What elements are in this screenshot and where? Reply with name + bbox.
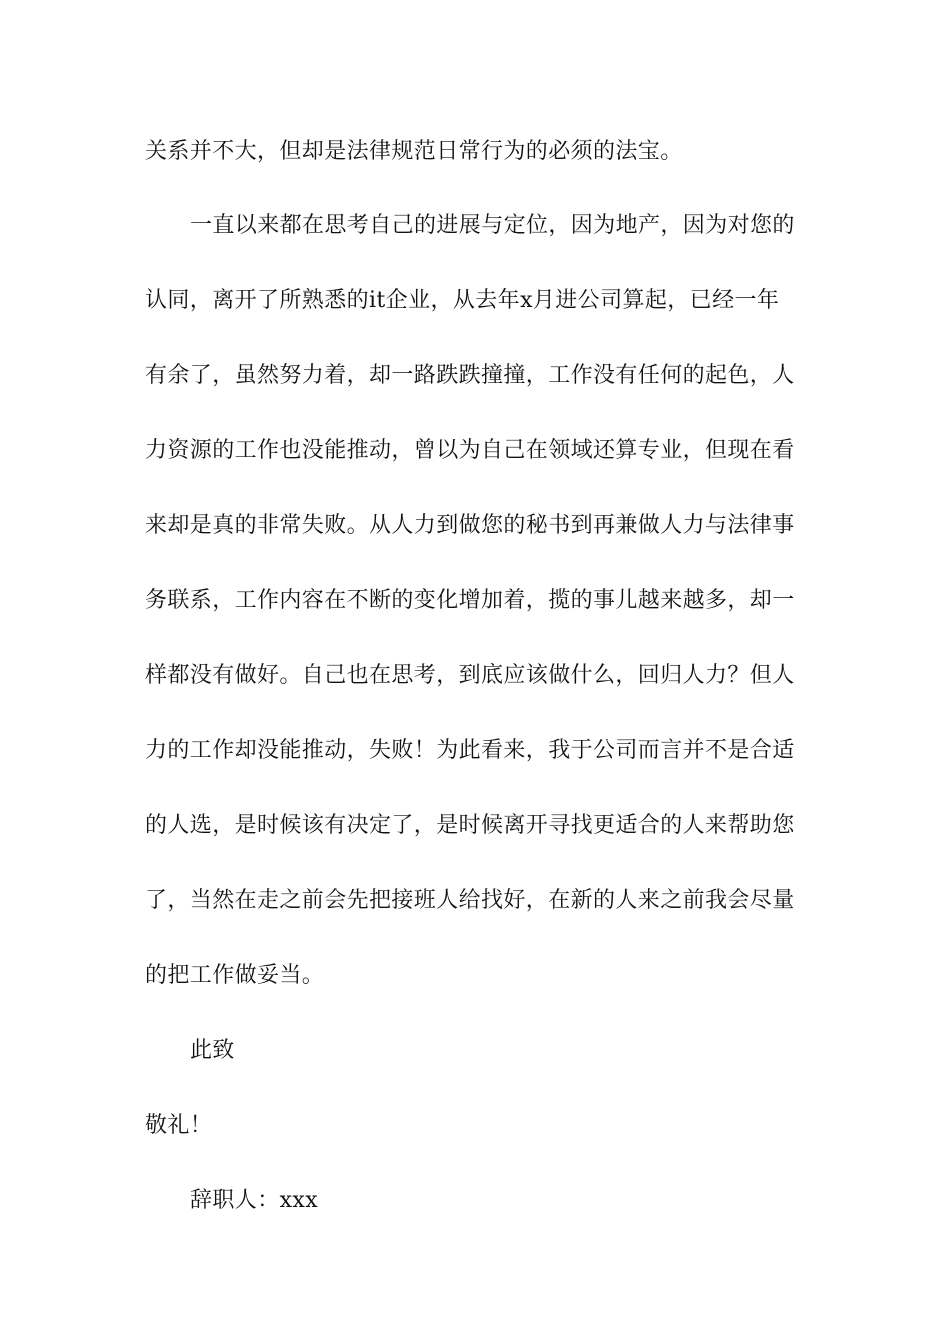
paragraph-line: 样都没有做好。自己也在思考，到底应该做什么，回归人力？但人 (145, 663, 795, 688)
paragraph-line: 力资源的工作也没能推动，曾以为自己在领域还算专业，但现在看 (145, 438, 795, 463)
paragraph-line: 的把工作做妥当。 (145, 963, 325, 988)
paragraph-line: 的人选，是时候该有决定了，是时候离开寻找更适合的人来帮助您 (145, 813, 795, 838)
signature-line: 辞职人：xxx (190, 1188, 319, 1213)
paragraph-line: 有余了，虽然努力着，却一路跌跌撞撞，工作没有任何的起色，人 (145, 363, 795, 388)
closing-regards: 敬礼！ (145, 1113, 213, 1138)
paragraph-line: 一直以来都在思考自己的进展与定位，因为地产，因为对您的 (190, 213, 795, 238)
paragraph-line: 了，当然在走之前会先把接班人给找好，在新的人来之前我会尽量 (145, 888, 795, 913)
closing-salutation: 此致 (190, 1038, 235, 1063)
paragraph-line: 力的工作却没能推动，失败！为此看来，我于公司而言并不是合适 (145, 738, 795, 763)
paragraph-line: 务联系，工作内容在不断的变化增加着，揽的事儿越来越多，却一 (145, 588, 795, 613)
paragraph-line: 来却是真的非常失败。从人力到做您的秘书到再兼做人力与法律事 (145, 513, 795, 538)
paragraph-line: 关系并不大，但却是法律规范日常行为的必须的法宝。 (145, 139, 683, 164)
paragraph-line: 认同，离开了所熟悉的it企业，从去年x月进公司算起，已经一年 (145, 288, 780, 313)
